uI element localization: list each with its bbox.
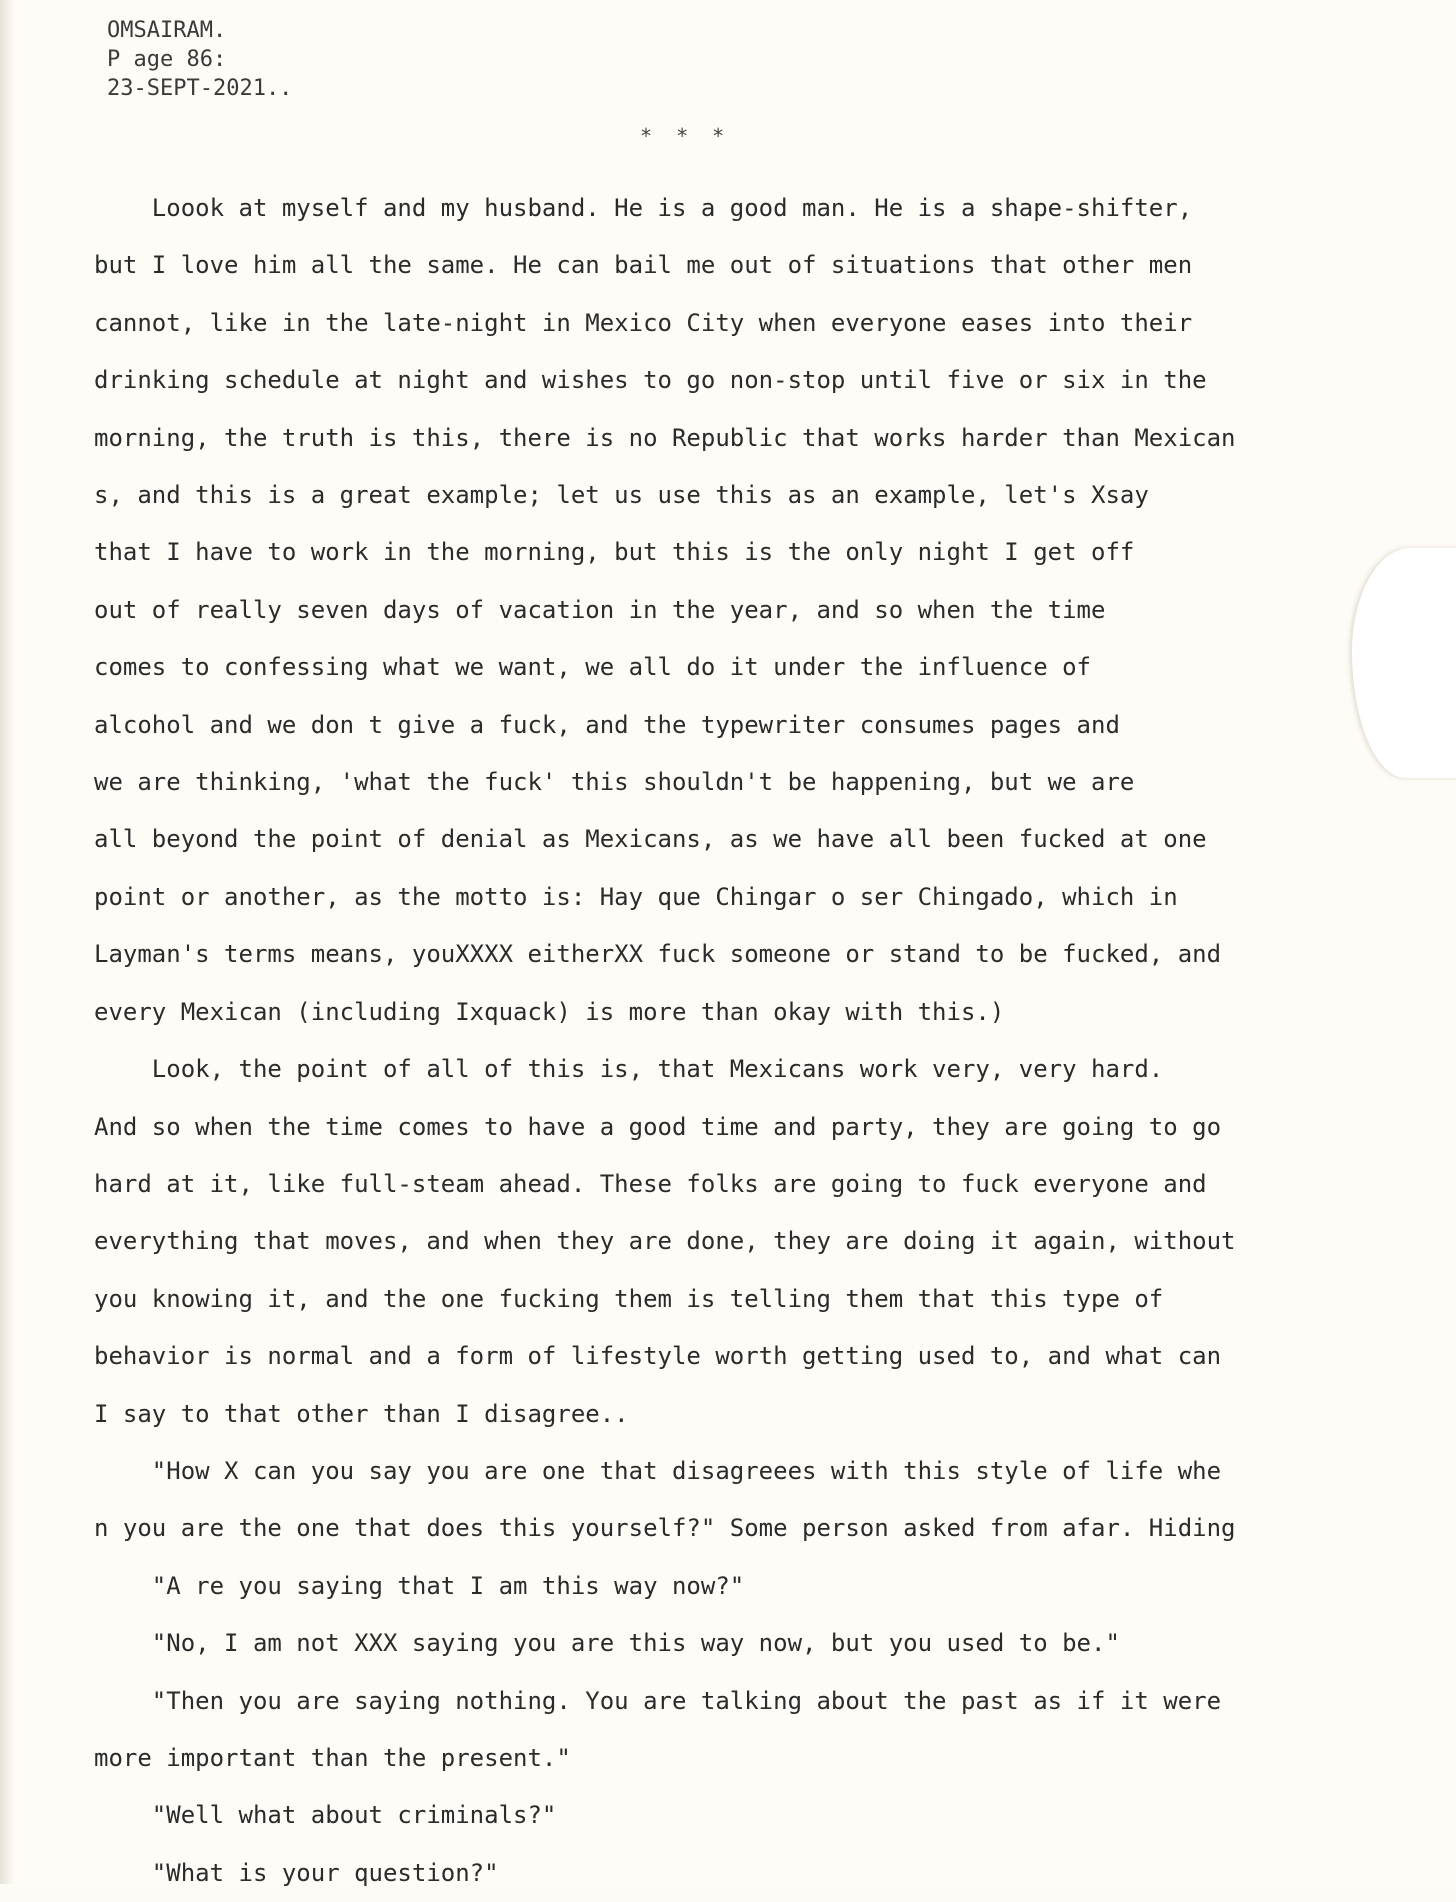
text-line: alcohol and we don t give a fuck, and the typewriter consumes pages and xyxy=(94,710,1120,739)
text-line: "No, I am not XXX saying you are this way now, but you used to be." xyxy=(94,1629,1120,1658)
page-header xyxy=(107,16,292,103)
text-line: behavior is normal and a form of lifestyle worth getting used to, and what can xyxy=(94,1342,1222,1371)
body-text xyxy=(94,180,1444,1902)
text-line: every Mexican (including Ixquack) is more than okay with this.) xyxy=(94,997,1005,1026)
header-date: 23-SEPT-2021.. xyxy=(107,76,293,101)
page-edge-shadow xyxy=(0,0,14,1884)
text-line: "Well what about criminals?" xyxy=(94,1801,557,1830)
text-line: "Then you are saying nothing. You are talking about the past as if it were xyxy=(94,1686,1222,1715)
text-line: that I have to work in the morning, but this is the only night I get off xyxy=(94,538,1135,567)
text-line: Layman's terms means, youXXXX eitherXX fuck someone or stand to be fucked, and xyxy=(94,940,1222,969)
text-line: out of really seven days of vacation in the year, and so when the time xyxy=(94,595,1106,624)
text-line: but I love him all the same. He can bail me out of situations that other men xyxy=(94,251,1193,280)
text-line: point or another, as the motto is: Hay que Chingar o ser Chingado, which in xyxy=(94,882,1178,911)
text-line: everything that moves, and when they are done, they are doing it again, without xyxy=(94,1227,1236,1256)
text-line: drinking schedule at night and wishes to go non-stop until five or six in the xyxy=(94,366,1207,395)
text-line: n you are the one that does this yourself?" Some person asked from afar. Hiding xyxy=(94,1514,1236,1543)
text-line: comes to confessing what we want, we all do it under the influence of xyxy=(94,653,1091,682)
text-line: Look, the point of all of this is, that Mexicans work very, very hard. xyxy=(94,1055,1164,1084)
text-line: Loook at myself and my husband. He is a good man. He is a shape-shifter, xyxy=(94,194,1193,222)
text-line: morning, the truth is this, there is no Republic that works harder than Mexican xyxy=(94,423,1236,452)
text-line: "How X can you say you are one that disagreees with this style of life whe xyxy=(94,1456,1222,1485)
text-line: more important than the present." xyxy=(94,1743,571,1772)
text-line: s, and this is a great example; let us use this as an example, let's Xsay xyxy=(94,481,1149,510)
header-title: OMSAIRAM. xyxy=(107,18,227,43)
text-line: "What is your question?" xyxy=(94,1858,499,1887)
text-line: cannot, like in the late-night in Mexico City when everyone eases into their xyxy=(94,308,1193,337)
text-line: I say to that other than I disagree.. xyxy=(94,1399,629,1428)
text-line: "A re you saying that I am this way now?" xyxy=(94,1571,745,1600)
section-separator: * * * xyxy=(640,124,731,148)
text-line: hard at it, like full-steam ahead. These folks are going to fuck everyone and xyxy=(94,1169,1207,1198)
text-line: And so when the time comes to have a good time and party, they are going to go xyxy=(94,1112,1222,1141)
header-page-number: P age 86: xyxy=(107,47,227,72)
text-line: all beyond the point of denial as Mexicans, as we have all been fucked at one xyxy=(94,825,1207,854)
text-line: we are thinking, 'what the fuck' this shouldn't be happening, but we are xyxy=(94,768,1135,797)
text-line: you knowing it, and the one fucking them is telling them that this type of xyxy=(94,1284,1164,1313)
